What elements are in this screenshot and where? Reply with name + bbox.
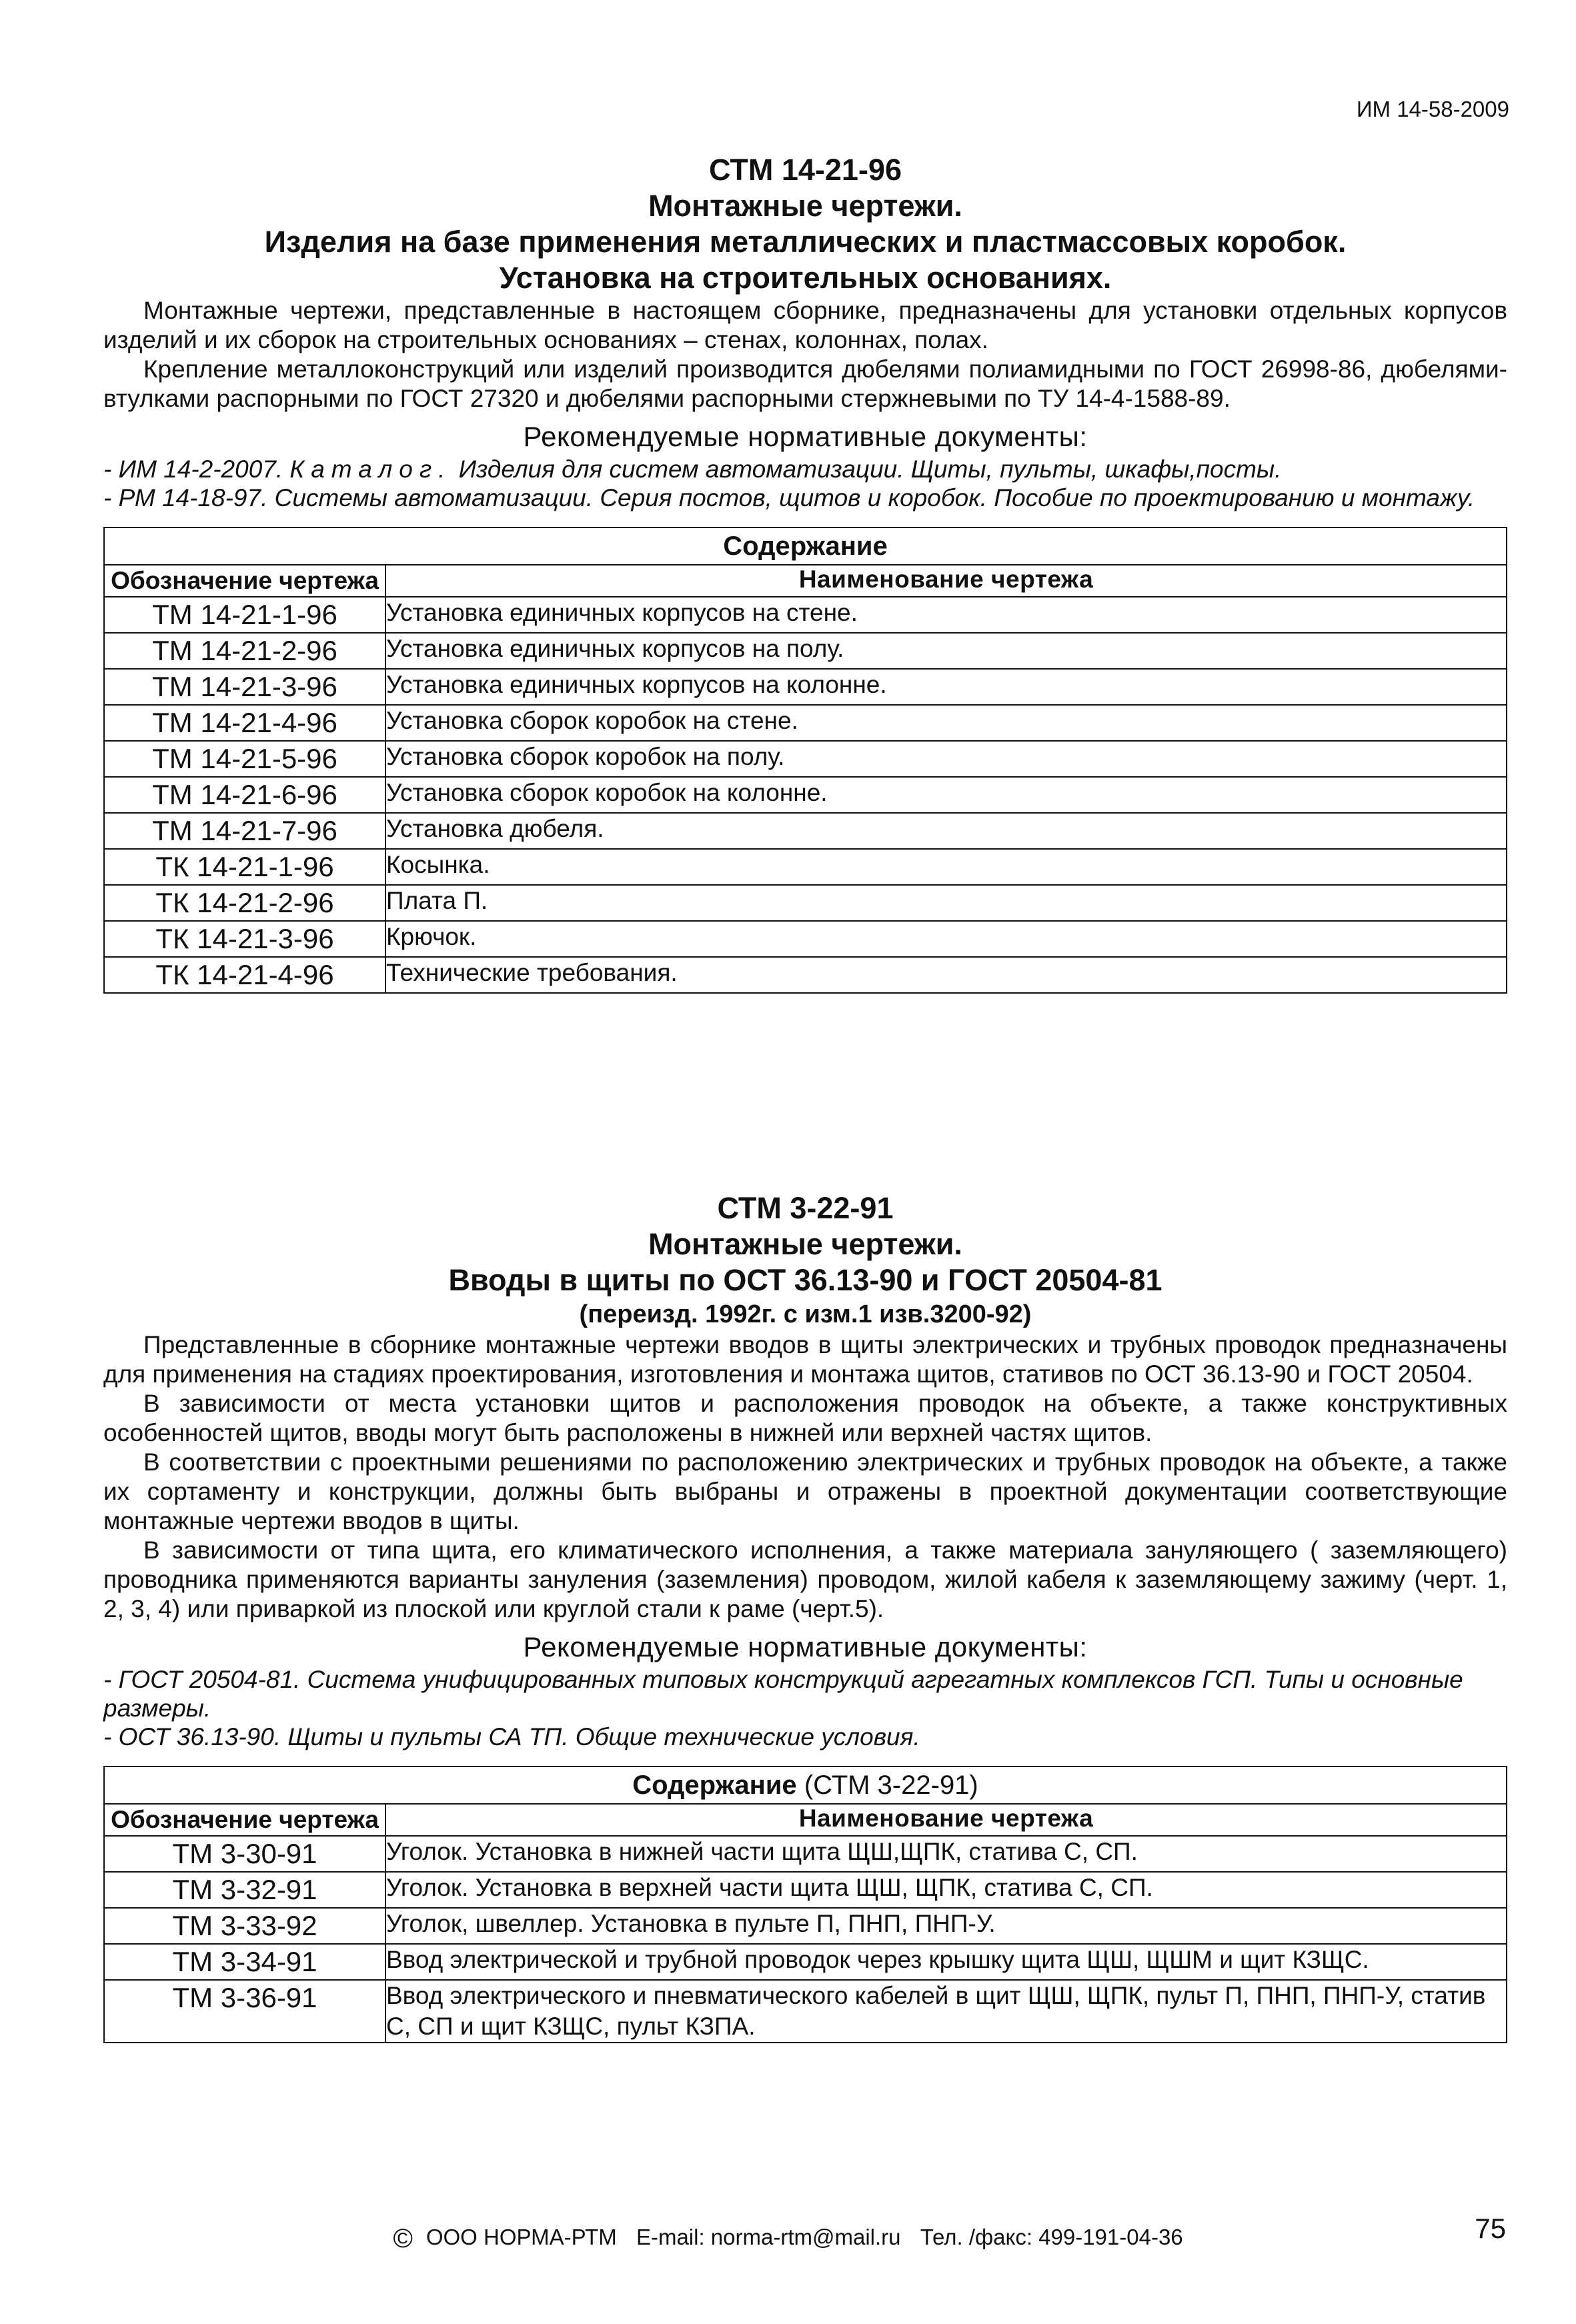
drawing-code: ТК 14-21-4-96 (104, 957, 385, 993)
drawing-code: ТМ 3-32-91 (104, 1872, 385, 1908)
page-footer (0, 2224, 1576, 2254)
recommended-docs-title: Рекомендуемые нормативные документы: (523, 1631, 1088, 1662)
table-row (104, 1980, 1507, 2043)
section-title-line-2: Изделия на базе применения металлических и пластмассовых коробок. (264, 225, 1347, 259)
footer-email: E-mail: norma-rtm@mail.ru (636, 2225, 901, 2250)
section-title-line-1: Монтажные чертежи. (648, 189, 962, 223)
drawing-name: Уголок, швеллер. Установка в пульте П, ПНП, ПНП-У. (385, 1908, 1507, 1944)
document-id: ИМ 14-58-2009 (1356, 97, 1509, 121)
section-subtitle: (переизд. 1992г. с изм.1 изв.3200-92) (579, 1300, 1032, 1328)
reference-spaced-word: Каталог. (289, 455, 452, 483)
drawing-name: Крючок. (385, 921, 1507, 957)
table-row (104, 957, 1507, 993)
drawing-code: ТМ 3-34-91 (104, 1944, 385, 1980)
section-code: СТМ 3-22-91 (717, 1191, 894, 1225)
drawing-code: ТМ 14-21-4-96 (104, 705, 385, 741)
table-caption-text: Содержание (632, 1770, 797, 1800)
drawing-code: ТМ 14-21-1-96 (104, 597, 385, 633)
drawing-name: Установка сборок коробок на стене. (385, 705, 1507, 741)
section-title-line-2: Вводы в щиты по ОСТ 36.13-90 и ГОСТ 20504-81 (448, 1263, 1162, 1297)
table-caption-sub: (СТМ 3-22-91) (804, 1770, 978, 1800)
column-header-name: Наименование чертежа (385, 1804, 1507, 1836)
section-stm-14-21-96 (103, 152, 1507, 994)
reference-item: - ГОСТ 20504-81. Система унифицированных типовых конструкций агрегатных комплексов ГСП. Типы и основные размеры. (103, 1666, 1463, 1722)
drawing-name: Уголок. Установка в нижней части щита ЩШ,ЩПК, статива С, СП. (385, 1836, 1507, 1872)
paragraph: В зависимости от места установки щитов и расположения проводок на объекте, а также конструктивных особенностей щитов, вводы могут быть расположены в нижней или верхней частях щитов. (103, 1390, 1507, 1446)
drawing-name: Установка единичных корпусов на стене. (385, 597, 1507, 633)
table-row (104, 1836, 1507, 1872)
drawing-name: Установка сборок коробок на колонне. (385, 777, 1507, 813)
reference-prefix: - ИМ 14-2-2007. (103, 455, 290, 483)
table-row (104, 633, 1507, 669)
drawing-name: Установка единичных корпусов на полу. (385, 633, 1507, 669)
table-row (104, 1944, 1507, 1980)
reference-item (103, 455, 1507, 483)
footer-phone: Тел. /факс: 499-191-04-36 (920, 2225, 1183, 2250)
reference-item: - ОСТ 36.13-90. Щиты и пульты СА ТП. Общие технические условия. (103, 1723, 920, 1751)
table-row (104, 921, 1507, 957)
section-code: СТМ 14-21-96 (709, 153, 902, 187)
contents-table (103, 1766, 1507, 2043)
drawing-name: Установка дюбеля. (385, 813, 1507, 849)
paragraph: Представленные в сборнике монтажные чертежи вводов в щиты электрических и трубных проводок предназначены для применения на стадиях проектирования, изготовления и монтажа щитов, стативов по ОСТ 36.13-90 и ГОСТ 20504. (103, 1331, 1507, 1388)
paragraph: Монтажные чертежи, представленные в настоящем сборнике, предназначены для установки отдельных корпусов изделий и их сборок на строительных основаниях – стенах, колоннах, полах. (103, 297, 1507, 353)
paragraph: В зависимости от типа щита, его климатического исполнения, а также материала зануляющего ( заземляющего) проводника применяются варианты зануления (заземления) проводом, жилой кабеля к заземляющему зажиму (черт. 1, 2, 3, 4) или приваркой из плоской или круглой стали к раме (черт.5). (103, 1536, 1507, 1622)
drawing-code: ТМ 3-36-91 (104, 1980, 385, 2043)
table-row (104, 849, 1507, 885)
table-row (104, 777, 1507, 813)
drawing-code: ТМ 14-21-3-96 (104, 669, 385, 705)
table-row (104, 1872, 1507, 1908)
paragraph: Крепление металлоконструкций или изделий производится дюбелями полиамидными по ГОСТ 26998-86, дюбелями-втулками распорными по ГОСТ 27320 и дюбелями распорными стержневыми по ТУ 14-4-1588-89. (103, 355, 1507, 412)
drawing-code: ТК 14-21-3-96 (104, 921, 385, 957)
table-body (104, 1836, 1507, 2043)
recommended-docs-title: Рекомендуемые нормативные документы: (523, 421, 1088, 452)
drawing-name: Косынка. (385, 849, 1507, 885)
drawing-name: Уголок. Установка в верхней части щита ЩШ, ЩПК, статива С, СП. (385, 1872, 1507, 1908)
drawing-code: ТК 14-21-2-96 (104, 885, 385, 921)
table-caption: Содержание (104, 527, 1507, 565)
column-header-code: Обозначение чертежа (104, 1804, 385, 1836)
drawing-name: Плата П. (385, 885, 1507, 921)
drawing-name: Технические требования. (385, 957, 1507, 993)
reference-item: - РМ 14-18-97. Системы автоматизации. Серия постов, щитов и коробок. Пособие по проектированию и монтажу. (103, 484, 1475, 511)
drawing-code: ТМ 3-33-92 (104, 1908, 385, 1944)
table-row (104, 669, 1507, 705)
paragraph: В соответствии с проектными решениями по расположению электрических и трубных проводок на объекте, а также их сортаменту и конструкции, должны быть выбраны и отражены в проектной документации соответствующие монтажные чертежи вводов в щиты. (103, 1448, 1507, 1534)
drawing-code: ТК 14-21-1-96 (104, 849, 385, 885)
drawing-name: Ввод электрического и пневматического кабелей в щит ЩШ, ЩПК, пульт П, ПНП, ПНП-У, статив С, СП и щит КЗЩС, пульт КЗПА. (385, 1980, 1507, 2043)
column-header-name: Наименование чертежа (385, 565, 1507, 597)
drawing-code: ТМ 3-30-91 (104, 1836, 385, 1872)
footer-company: ООО НОРМА-РТМ (426, 2225, 617, 2250)
section-stm-3-22-91 (103, 1190, 1507, 2043)
table-row (104, 705, 1507, 741)
table-row (104, 741, 1507, 777)
table-row (104, 1908, 1507, 1944)
drawing-name: Установка единичных корпусов на колонне. (385, 669, 1507, 705)
reference-rest: Изделия для систем автоматизации. Щиты, пульты, шкафы,посты. (452, 455, 1282, 483)
table-caption (104, 1767, 1507, 1804)
section-title-line-1: Монтажные чертежи. (648, 1227, 962, 1261)
drawing-code: ТМ 14-21-7-96 (104, 813, 385, 849)
drawing-code: ТМ 14-21-2-96 (104, 633, 385, 669)
drawing-code: ТМ 14-21-6-96 (104, 777, 385, 813)
table-row (104, 813, 1507, 849)
drawing-code: ТМ 14-21-5-96 (104, 741, 385, 777)
table-row (104, 885, 1507, 921)
section-title-line-3: Установка на строительных основаниях. (499, 261, 1112, 295)
page-number: 75 (1475, 2213, 1506, 2244)
contents-table (103, 527, 1507, 994)
column-header-code: Обозначение чертежа (104, 565, 385, 597)
copyright-symbol: © (393, 2224, 413, 2253)
drawing-name: Ввод электрической и трубной проводок через крышку щита ЩШ, ЩШМ и щит КЗЩС. (385, 1944, 1507, 1980)
table-row (104, 597, 1507, 633)
table-body (104, 597, 1507, 993)
drawing-name: Установка сборок коробок на полу. (385, 741, 1507, 777)
